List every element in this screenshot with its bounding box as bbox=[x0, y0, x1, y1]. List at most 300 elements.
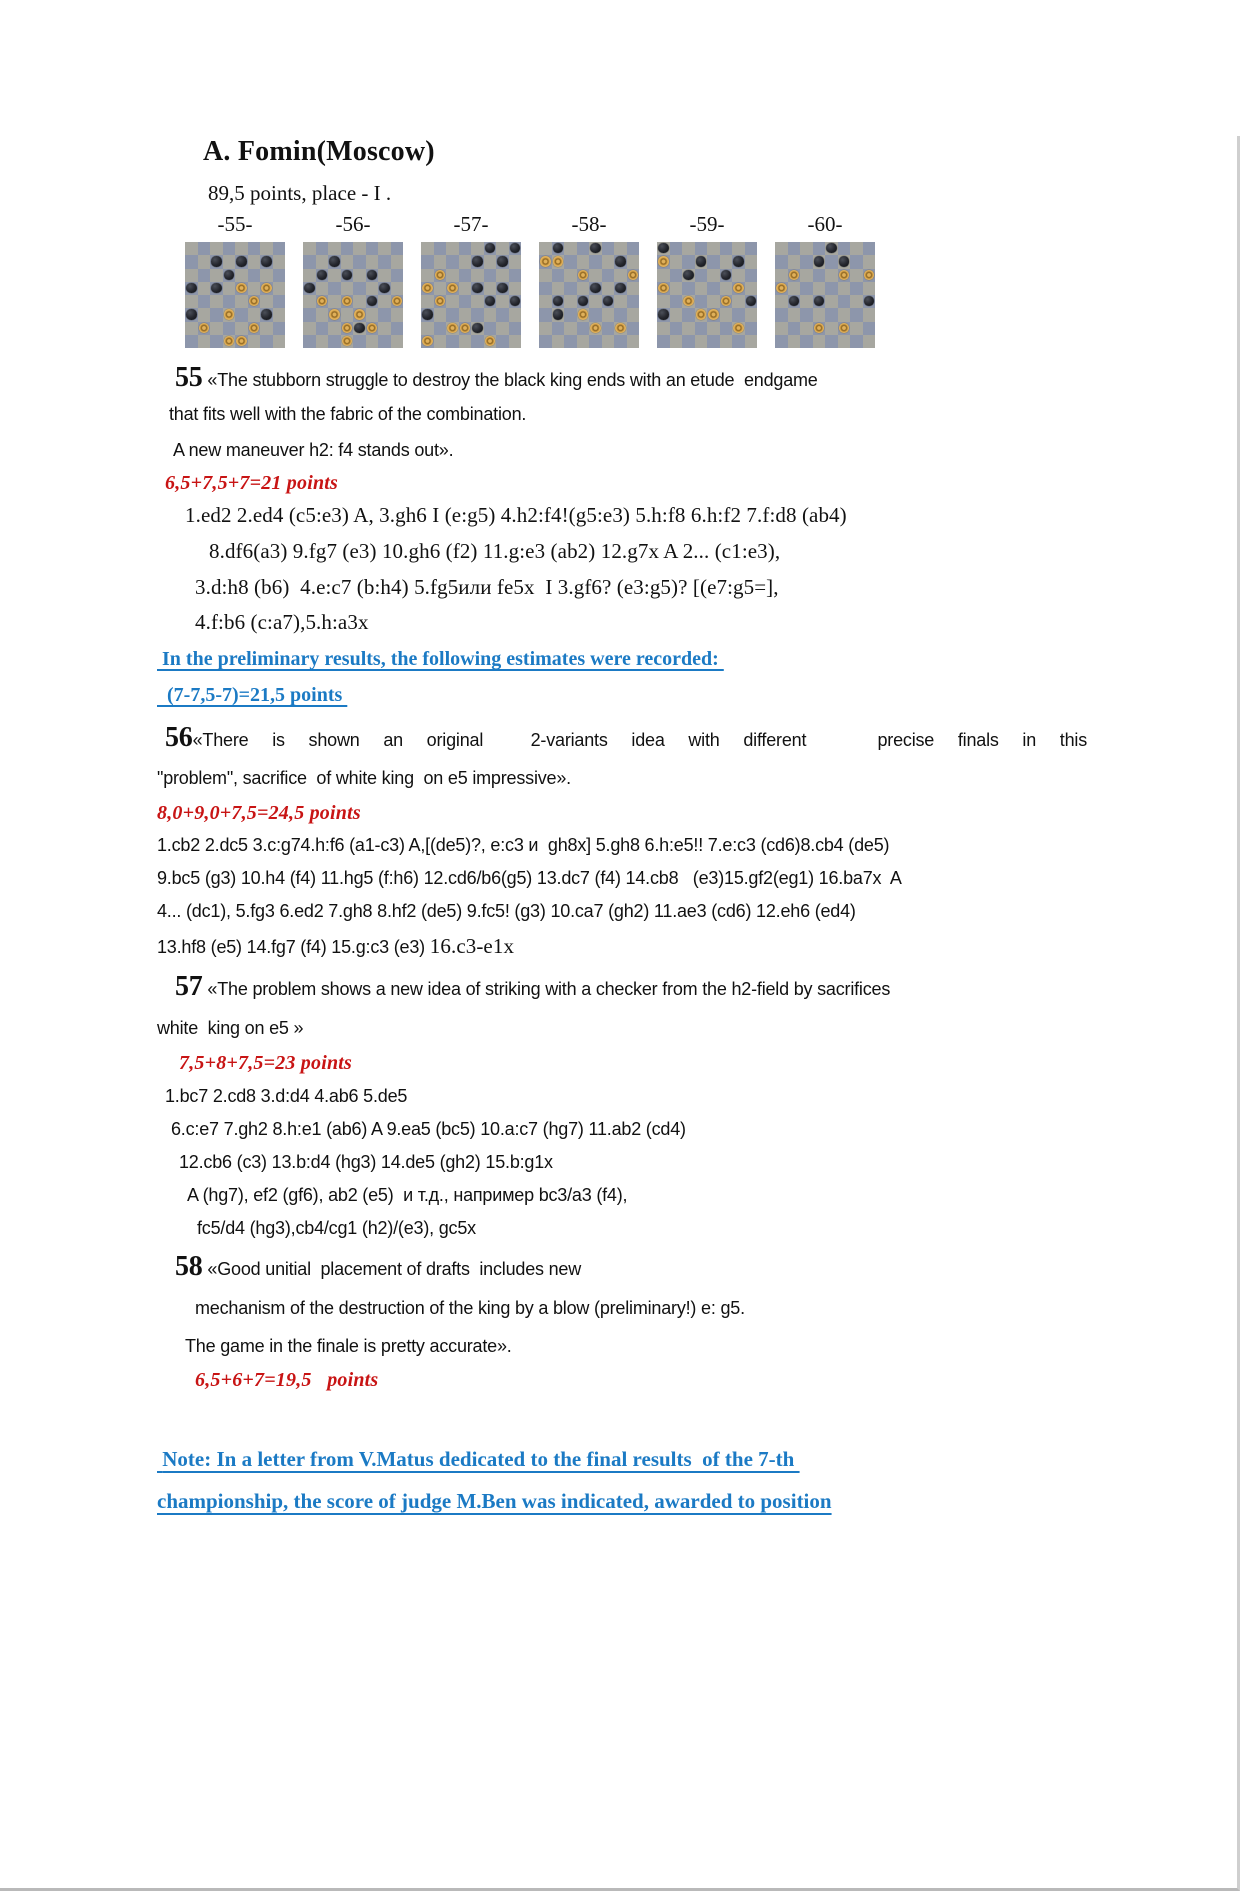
board-column bbox=[303, 212, 403, 348]
board-square bbox=[391, 295, 404, 308]
board-square bbox=[328, 308, 341, 321]
board-square bbox=[496, 295, 509, 308]
board-square bbox=[775, 282, 788, 295]
board-square bbox=[602, 255, 615, 268]
board-square bbox=[248, 269, 261, 282]
board-square bbox=[627, 295, 640, 308]
problem-57-moves-line-4: A (hg7), ef2 (gf6), ab2 (e5) и т.д., например bc3/a3 (f4), bbox=[187, 1185, 628, 1205]
white-checker-piece bbox=[485, 336, 496, 346]
board-square bbox=[745, 295, 758, 308]
white-checker-piece bbox=[733, 323, 744, 333]
black-checker-piece bbox=[224, 270, 235, 280]
board-square bbox=[235, 242, 248, 255]
board-square bbox=[657, 335, 670, 348]
checkers-board bbox=[539, 242, 639, 348]
black-checker-piece bbox=[683, 270, 694, 280]
black-checker-piece bbox=[329, 256, 340, 266]
board-square bbox=[434, 322, 447, 335]
white-checker-piece bbox=[422, 283, 433, 293]
white-checker-piece bbox=[367, 323, 378, 333]
white-checker-piece bbox=[721, 296, 732, 306]
board-label: -59- bbox=[689, 212, 725, 236]
board-square bbox=[273, 335, 286, 348]
board-square bbox=[539, 308, 552, 321]
black-checker-piece bbox=[789, 296, 800, 306]
board-square bbox=[825, 255, 838, 268]
board-square bbox=[813, 269, 826, 282]
board-square bbox=[378, 322, 391, 335]
board-square bbox=[366, 255, 379, 268]
board-square bbox=[378, 255, 391, 268]
board-square bbox=[670, 295, 683, 308]
board-square bbox=[695, 308, 708, 321]
board-square bbox=[670, 322, 683, 335]
board-square bbox=[496, 282, 509, 295]
board-square bbox=[745, 269, 758, 282]
board-square bbox=[391, 269, 404, 282]
board-square bbox=[509, 308, 522, 321]
board-square bbox=[446, 269, 459, 282]
board-square bbox=[695, 322, 708, 335]
board-label: -57- bbox=[453, 212, 489, 236]
black-checker-piece bbox=[379, 283, 390, 293]
board-square bbox=[434, 335, 447, 348]
black-checker-piece bbox=[186, 309, 197, 319]
board-square bbox=[328, 282, 341, 295]
board-square bbox=[484, 269, 497, 282]
board-square bbox=[745, 282, 758, 295]
white-checker-piece bbox=[342, 336, 353, 346]
black-checker-piece bbox=[603, 296, 614, 306]
board-square bbox=[509, 335, 522, 348]
board-square bbox=[720, 335, 733, 348]
board-square bbox=[825, 269, 838, 282]
board-square bbox=[391, 335, 404, 348]
board-square bbox=[813, 255, 826, 268]
black-checker-piece bbox=[658, 243, 669, 253]
board-square bbox=[589, 282, 602, 295]
board-square bbox=[260, 308, 273, 321]
board-square bbox=[707, 322, 720, 335]
board-square bbox=[825, 335, 838, 348]
black-checker-piece bbox=[733, 256, 744, 266]
board-square bbox=[614, 282, 627, 295]
board-square bbox=[863, 242, 876, 255]
board-square bbox=[471, 295, 484, 308]
black-checker-piece bbox=[354, 323, 365, 333]
board-square bbox=[670, 242, 683, 255]
board-square bbox=[657, 269, 670, 282]
problem-56-moves-line-4-sans: 13.hf8 (e5) 14.fg7 (f4) 15.g:c3 (e3) bbox=[157, 936, 430, 957]
board-square bbox=[788, 269, 801, 282]
board-square bbox=[509, 295, 522, 308]
problem-55-points: 6,5+7,5+7=21 points bbox=[165, 472, 339, 494]
black-checker-piece bbox=[497, 283, 508, 293]
board-square bbox=[459, 295, 472, 308]
board-square bbox=[552, 308, 565, 321]
black-checker-piece bbox=[367, 270, 378, 280]
board-square bbox=[788, 335, 801, 348]
white-checker-piece bbox=[329, 309, 340, 319]
board-square bbox=[210, 335, 223, 348]
board-square bbox=[775, 308, 788, 321]
board-square bbox=[235, 335, 248, 348]
board-label: -56- bbox=[335, 212, 371, 236]
board-square bbox=[577, 255, 590, 268]
board-square bbox=[185, 269, 198, 282]
black-checker-piece bbox=[186, 283, 197, 293]
board-square bbox=[273, 255, 286, 268]
board-square bbox=[813, 282, 826, 295]
problem-56-number: 56 bbox=[165, 722, 193, 753]
board-square bbox=[509, 255, 522, 268]
board-square bbox=[316, 242, 329, 255]
white-checker-piece bbox=[392, 296, 403, 306]
black-checker-piece bbox=[304, 283, 315, 293]
board-square bbox=[341, 295, 354, 308]
board-square bbox=[850, 295, 863, 308]
board-square bbox=[459, 255, 472, 268]
board-square bbox=[210, 255, 223, 268]
board-square bbox=[589, 242, 602, 255]
board-square bbox=[459, 269, 472, 282]
white-checker-piece bbox=[342, 296, 353, 306]
board-square bbox=[303, 242, 316, 255]
problem-56-heading bbox=[165, 724, 1087, 752]
problem-56-moves-line-2: 9.bc5 (g3) 10.h4 (f4) 11.hg5 (f:h6) 12.cd6/b6(g5) 13.dc7 (f4) 14.cb8 (e3)15.gf2(eg1) 16.ba7x A bbox=[157, 867, 902, 888]
board-square bbox=[471, 242, 484, 255]
board-square bbox=[459, 282, 472, 295]
board-square bbox=[627, 282, 640, 295]
board-square bbox=[484, 282, 497, 295]
board-square bbox=[210, 308, 223, 321]
board-square bbox=[223, 255, 236, 268]
board-square bbox=[378, 282, 391, 295]
problem-55-moves-line-1: 1.ed2 2.ed4 (c5:e3) A, 3.gh6 I (e:g5) 4.h2:f4!(g5:e3) 5.h:f8 6.h:f2 7.f:d8 (ab4) bbox=[185, 503, 847, 527]
board-square bbox=[391, 308, 404, 321]
board-square bbox=[328, 242, 341, 255]
board-square bbox=[813, 295, 826, 308]
board-square bbox=[577, 322, 590, 335]
board-square bbox=[223, 242, 236, 255]
board-square bbox=[577, 308, 590, 321]
board-square bbox=[378, 295, 391, 308]
board-square bbox=[273, 295, 286, 308]
board-square bbox=[614, 308, 627, 321]
board-square bbox=[614, 242, 627, 255]
board-square bbox=[720, 295, 733, 308]
board-square bbox=[484, 295, 497, 308]
problem-58-quote-line-2: mechanism of the destruction of the king by a blow (preliminary!) e: g5. bbox=[195, 1298, 745, 1318]
problem-57-number: 57 bbox=[175, 970, 203, 1002]
board-square bbox=[459, 308, 472, 321]
white-checker-piece bbox=[435, 270, 446, 280]
board-square bbox=[745, 308, 758, 321]
board-square bbox=[210, 269, 223, 282]
board-square bbox=[273, 269, 286, 282]
white-checker-piece bbox=[814, 323, 825, 333]
board-square bbox=[316, 308, 329, 321]
board-square bbox=[657, 295, 670, 308]
white-checker-piece bbox=[447, 323, 458, 333]
board-square bbox=[720, 269, 733, 282]
board-square bbox=[248, 282, 261, 295]
board-square bbox=[775, 295, 788, 308]
board-square bbox=[378, 335, 391, 348]
board-square bbox=[589, 322, 602, 335]
board-square bbox=[564, 282, 577, 295]
board-square bbox=[303, 322, 316, 335]
board-square bbox=[303, 335, 316, 348]
board-square bbox=[707, 242, 720, 255]
problem-57-moves-line-3: 12.cb6 (c3) 13.b:d4 (hg3) 14.de5 (gh2) 15.b:g1x bbox=[179, 1152, 553, 1172]
board-square bbox=[775, 335, 788, 348]
white-checker-piece bbox=[460, 323, 471, 333]
board-square bbox=[316, 335, 329, 348]
board-square bbox=[235, 282, 248, 295]
board-square bbox=[316, 282, 329, 295]
black-checker-piece bbox=[721, 270, 732, 280]
page-title: A. Fomin(Moscow) bbox=[203, 136, 435, 167]
board-square bbox=[627, 335, 640, 348]
white-checker-piece bbox=[236, 283, 247, 293]
board-square bbox=[421, 308, 434, 321]
board-square bbox=[564, 295, 577, 308]
board-square bbox=[657, 282, 670, 295]
black-checker-piece bbox=[236, 256, 247, 266]
board-square bbox=[303, 282, 316, 295]
board-square bbox=[198, 335, 211, 348]
board-square bbox=[260, 269, 273, 282]
board-square bbox=[248, 255, 261, 268]
board-square bbox=[539, 242, 552, 255]
board-square bbox=[273, 282, 286, 295]
board-square bbox=[788, 255, 801, 268]
board-square bbox=[813, 335, 826, 348]
final-note-line-1: Note: In a letter from V.Matus dedicated to the final results of the 7-th bbox=[157, 1447, 800, 1471]
board-square bbox=[471, 255, 484, 268]
black-checker-piece bbox=[510, 243, 521, 253]
board-square bbox=[695, 282, 708, 295]
board-square bbox=[850, 269, 863, 282]
board-square bbox=[627, 269, 640, 282]
board-square bbox=[260, 335, 273, 348]
board-square bbox=[602, 295, 615, 308]
final-note-line-2: championship, the score of judge M.Ben was indicated, awarded to position bbox=[157, 1489, 832, 1513]
black-checker-piece bbox=[211, 256, 222, 266]
board-square bbox=[863, 308, 876, 321]
board-square bbox=[602, 308, 615, 321]
board-square bbox=[471, 335, 484, 348]
board-square bbox=[459, 335, 472, 348]
board-square bbox=[471, 308, 484, 321]
board-square bbox=[223, 308, 236, 321]
board-square bbox=[850, 322, 863, 335]
board-square bbox=[223, 295, 236, 308]
board-square bbox=[198, 282, 211, 295]
board-square bbox=[813, 242, 826, 255]
board-square bbox=[800, 255, 813, 268]
board-square bbox=[732, 255, 745, 268]
board-square bbox=[434, 269, 447, 282]
board-square bbox=[366, 282, 379, 295]
board-square bbox=[366, 335, 379, 348]
board-square bbox=[421, 282, 434, 295]
black-checker-piece bbox=[578, 296, 589, 306]
board-square bbox=[446, 255, 459, 268]
board-square bbox=[564, 335, 577, 348]
board-square bbox=[657, 308, 670, 321]
board-square bbox=[185, 322, 198, 335]
board-square bbox=[235, 308, 248, 321]
black-checker-piece bbox=[261, 309, 272, 319]
board-square bbox=[863, 335, 876, 348]
black-checker-piece bbox=[590, 243, 601, 253]
document-page bbox=[0, 136, 1240, 1891]
board-square bbox=[496, 269, 509, 282]
problem-57-points: 7,5+8+7,5=23 points bbox=[179, 1052, 353, 1074]
board-square bbox=[720, 282, 733, 295]
black-checker-piece bbox=[342, 270, 353, 280]
board-square bbox=[353, 242, 366, 255]
board-square bbox=[695, 269, 708, 282]
board-square bbox=[732, 335, 745, 348]
board-square bbox=[198, 322, 211, 335]
board-square bbox=[552, 255, 565, 268]
board-square bbox=[775, 269, 788, 282]
board-square bbox=[825, 242, 838, 255]
white-checker-piece bbox=[733, 283, 744, 293]
board-square bbox=[589, 335, 602, 348]
page-subtitle: 89,5 points, place - I . bbox=[208, 181, 392, 205]
black-checker-piece bbox=[864, 296, 875, 306]
board-square bbox=[577, 335, 590, 348]
board-square bbox=[838, 255, 851, 268]
board-square bbox=[496, 255, 509, 268]
board-square bbox=[223, 322, 236, 335]
board-square bbox=[378, 269, 391, 282]
checkers-board bbox=[657, 242, 757, 348]
board-square bbox=[825, 282, 838, 295]
board-square bbox=[552, 322, 565, 335]
black-checker-piece bbox=[211, 283, 222, 293]
board-square bbox=[838, 282, 851, 295]
board-square bbox=[496, 335, 509, 348]
board-square bbox=[695, 335, 708, 348]
board-square bbox=[316, 269, 329, 282]
board-square bbox=[863, 322, 876, 335]
board-square bbox=[732, 322, 745, 335]
board-square bbox=[471, 282, 484, 295]
checkers-board bbox=[303, 242, 403, 348]
board-square bbox=[838, 295, 851, 308]
white-checker-piece bbox=[342, 323, 353, 333]
board-square bbox=[682, 242, 695, 255]
board-square bbox=[391, 242, 404, 255]
board-square bbox=[484, 335, 497, 348]
board-square bbox=[775, 255, 788, 268]
board-square bbox=[695, 295, 708, 308]
board-column bbox=[539, 212, 639, 348]
problem-56-quote-line-1: «There is shown an original 2-variants idea with different precise finals in this bbox=[192, 730, 1087, 750]
board-square bbox=[602, 269, 615, 282]
board-square bbox=[446, 308, 459, 321]
board-square bbox=[682, 322, 695, 335]
board-square bbox=[720, 322, 733, 335]
board-square bbox=[303, 255, 316, 268]
board-square bbox=[248, 295, 261, 308]
board-square bbox=[589, 255, 602, 268]
problem-55-quote-line-1: «The stubborn struggle to destroy the black king ends with an etude endgame bbox=[207, 370, 818, 390]
white-checker-piece bbox=[540, 256, 551, 266]
black-checker-piece bbox=[485, 296, 496, 306]
board-square bbox=[341, 322, 354, 335]
white-checker-piece bbox=[696, 309, 707, 319]
board-square bbox=[589, 308, 602, 321]
white-checker-piece bbox=[199, 323, 210, 333]
board-square bbox=[210, 282, 223, 295]
board-square bbox=[670, 269, 683, 282]
board-square bbox=[732, 295, 745, 308]
board-square bbox=[539, 322, 552, 335]
board-square bbox=[421, 295, 434, 308]
black-checker-piece bbox=[696, 256, 707, 266]
board-square bbox=[328, 295, 341, 308]
black-checker-piece bbox=[590, 283, 601, 293]
board-label: -55- bbox=[217, 212, 253, 236]
board-square bbox=[838, 269, 851, 282]
board-square bbox=[471, 322, 484, 335]
board-square bbox=[316, 255, 329, 268]
board-square bbox=[564, 322, 577, 335]
board-square bbox=[788, 242, 801, 255]
problem-56-moves-line-4 bbox=[157, 934, 1087, 959]
white-checker-piece bbox=[789, 270, 800, 280]
white-checker-piece bbox=[317, 296, 328, 306]
board-square bbox=[353, 295, 366, 308]
board-square bbox=[670, 255, 683, 268]
board-square bbox=[353, 308, 366, 321]
board-square bbox=[838, 335, 851, 348]
black-checker-piece bbox=[553, 243, 564, 253]
board-square bbox=[235, 295, 248, 308]
board-square bbox=[695, 255, 708, 268]
board-square bbox=[341, 255, 354, 268]
board-square bbox=[341, 282, 354, 295]
board-square bbox=[421, 255, 434, 268]
board-square bbox=[484, 308, 497, 321]
board-square bbox=[198, 242, 211, 255]
board-square bbox=[366, 295, 379, 308]
board-square bbox=[800, 322, 813, 335]
board-column bbox=[657, 212, 757, 348]
black-checker-piece bbox=[485, 243, 496, 253]
board-square bbox=[484, 242, 497, 255]
board-square bbox=[434, 295, 447, 308]
board-square bbox=[788, 295, 801, 308]
board-square bbox=[670, 308, 683, 321]
board-square bbox=[260, 322, 273, 335]
board-square bbox=[589, 269, 602, 282]
board-square bbox=[552, 295, 565, 308]
white-checker-piece bbox=[249, 323, 260, 333]
board-square bbox=[210, 322, 223, 335]
board-label: -60- bbox=[807, 212, 843, 236]
board-square bbox=[825, 308, 838, 321]
board-square bbox=[185, 242, 198, 255]
board-square bbox=[682, 308, 695, 321]
problem-57-moves-line-2: 6.c:e7 7.gh2 8.h:e1 (ab6) A 9.ea5 (bc5) 10.a:c7 (hg7) 11.ab2 (cd4) bbox=[171, 1119, 686, 1139]
